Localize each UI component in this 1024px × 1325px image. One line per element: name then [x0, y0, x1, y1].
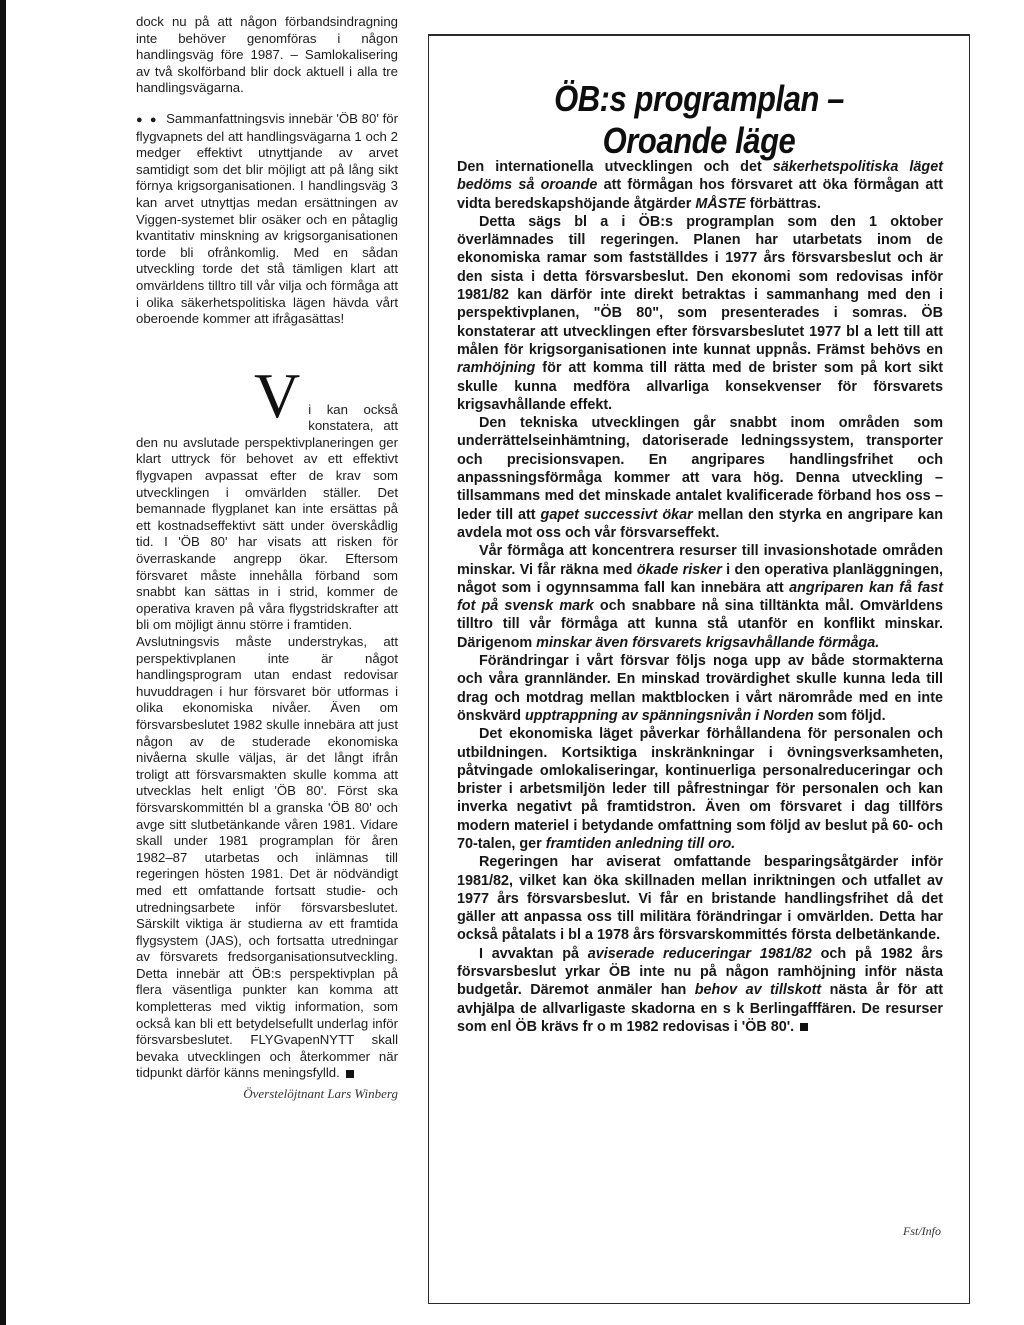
sidebar-box — [428, 34, 970, 1304]
box-paragraph: Detta sägs bl a i ÖB:s programplan som den 1 oktober överlämnades till regeringen. Planen har utarbetats inom de ekonomiska ramar som fastställdes i 1977 års försvarsbeslut och är den sista i detta försvarsbeslut. Den ekonomi som redovisas inför 1981/82 kan därför inte direkt betraktas i sammanhang med den i perspektivplanen, "ÖB 80", som presenterades i somras. ÖB konstaterar att utvecklingen efter försvarsbeslutet 1977 bl a lett till att målen för krigsorganisationen inte kunnat uppnås. Främst behövs en ramhöjning för att komma till rätta med de brister som på kort sikt skulle kunna medföra allvarliga konsekvenser för försvarets krigsavhållande effekt. — [457, 213, 943, 413]
box-paragraph: Förändringar i vårt försvar följs noga upp av både stormakterna och våra grannländer. En minskad trovärdighet skulle kunna leda till drag och motdrag mellan maktblocken i vårt närområde med en inte önskvärd upptrappning av spänningsnivån i Norden som följd. — [457, 653, 943, 724]
author-signature: Överstelöjtnant Lars Winberg — [243, 1086, 398, 1102]
box-paragraph: Regeringen har aviserat omfattande besparingsåtgärder inför 1981/82, vilket kan öka skillnaden mellan inriktningen och utfallet av 1977 års försvarsbeslut. Vi får en bristande handlingsfrihet då det gäller att anpassa oss till militära förändringar i omvärlden. Detta har också påtalats i bl a 1978 års försvarskommittés första delbetänkande. — [457, 854, 943, 944]
summary-paragraph — [136, 111, 398, 328]
box-paragraph: I avvaktan på aviserade reduceringar 1981/82 och på 1982 års försvarsbeslut yrkar ÖB inte nu på någon ramhöjning inför nästa budgetår. Däremot anmäler han behov av tillskott nästa år för att avhjälpa de allvarligaste skadorna en s k Berlingafffären. De resurser som enl ÖB krävs fr o m 1982 redovisas i 'ÖB 80'. — [457, 945, 943, 1035]
box-paragraph: Den internationella utvecklingen och det säkerhetspolitiska läget bedöms så oroande att förmågan hos försvaret att öka förmågan att vidta beredskapshöjande åtgärder MÅSTE förbättras. — [457, 159, 943, 212]
bullet-icons: ● ● — [136, 113, 159, 126]
box-paragraph: Det ekonomiska läget påverkar förhållandena för personalen och utbildningen. Kortsiktiga inskränkningar i övningsverksamheten, påtvingade omlokaliseringar, kontinuerliga personalreduceringar och brister i arbetsmiljön leder till påfrestningar för personalen och kan inverka negativt på framtidstron. Även om försvaret i dag tillförs modern materiel i betydande omfattning som följd av beslut på 60- och 70-talen, ger framtiden anledning till oro. — [457, 726, 943, 852]
box-paragraph: Den tekniska utvecklingen går snabbt inom områden som underrättelseinhämtning, datoriserade ledningssystem, transporter och precisionsvapen. En angripares handlingsfrihet och anpassningsförmåga kommer att vara hög. Denna utveckling – tillsammans med det minskade antalet kvalificerade förband hos oss – leder till att gapet successivt ökar mellan den styrka en angripare kan avdela mot oss och vår försvarseffekt. — [457, 415, 943, 541]
end-mark-icon — [346, 1070, 354, 1078]
dropcap-paragraph — [136, 359, 398, 634]
end-mark-icon — [800, 1023, 808, 1031]
intro-paragraph: dock nu på att någon förbandsindragning inte behöver genomföras i någon handlingsväg före 1987. – Samlokalisering av två skolförband blir dock aktuell i alla tre handlingsvägarna. — [136, 14, 398, 96]
box-paragraph: Vår förmåga att koncentrera resurser till invasionshotade områden minskar. Vi får räkna med ökade risker i den operativa planläggningen, något som i ogynnsamma fall kan innebära att angriparen kan få fast fot på svensk mark och snabbare nå sina tilltänkta mål. Omvärldens tilltro till vår förmåga att kunna stå utanför en konflikt minskar. Därigenom minskar även försvarets krigsavhållande förmåga. — [457, 543, 944, 651]
dropcap-text: i kan också konstatera, att den nu avslutade perspektivplaneringen ger klart uttryck för behovet av ett effektivt flygvapen avpassat efter de krav som utvecklingen i omvärlden ställer. Det bemannade flygplanet kan inte ersättas på ett kostnadseffektivt sätt under överskådlig tid. I 'ÖB 80' har visats att risken för överraskande angrepp ökar. Eftersom försvaret måste innehålla förband som snabbt kan sättas in i strid, kommer de operativa kraven på våra flygstridskrafter att bli om möjligt ännu större i framtiden. — [136, 401, 398, 633]
box-body — [457, 158, 943, 1036]
summary-text: Sammanfattningsvis innebär 'ÖB 80' för flygvapnets del att handlingsvägarna 1 och 2 medger effektivt utnyttjande av arvet samtidigt som det blir möjligt att på lång sikt förnya krigsorganisationen. I handlingsväg 3 kan arvet utnyttjas medan ersättningen av Viggen-systemet blir osäker och en påtaglig kvantitativ minskning av krigsorganisationen torde bli ofrånkomlig. Med en sådan utveckling torde det stå tämligen klart att omvärldens tilltro till vår vilja och förmåga att i olika säkerhetspolitiska lägen hävda vårt oberoende kommer att ifrågasättas! — [136, 110, 398, 327]
conclusion-text: Avslutningsvis måste understrykas, att perspektivplanen inte är något handlingsprogram utan endast redovisar huvuddragen i hur försvaret bör utformas i olika ekonomiska nivåer. Även om försvarsbeslutet 1982 skulle innebära att just någon av de studerade ekonomiska nivåerna skulle väljas, är det långt ifrån troligt att försvarsmakten skulle komma att utvecklas helt enligt 'ÖB 80'. Först ska försvarskommittén bl a granska 'ÖB 80' och avge sitt slutbetänkande våren 1981. Vidare skall under 1981 programplan för åren 1982–87 utarbetas och inlämnas till regeringen hösten 1981. Det är nödvändigt med ett omfattande fortsatt studie- och utredningsarbete inför försvarsbeslutet. Särskilt viktiga är studierna av ett framtida flygsystem (JAS), och fortsatta utredningar av försvarets fredsorganisationsutveckling. Detta innebär att ÖB:s perspektivplan på flera väsentliga punkter kan komma att kompletteras med viktig information, som också kan bli ett betydelsefullt underlag inför försvarsbeslutet. FLYGvapenNYTT skall bevaka utvecklingen och återkommer när tidpunkt därför känns meningsfylld. — [136, 634, 398, 1081]
scan-edge — [0, 0, 6, 1325]
conclusion-paragraph — [136, 634, 398, 1082]
dropcap-letter: V — [254, 359, 301, 431]
box-title: ÖB:s programplan – Oroande läge — [554, 78, 844, 161]
left-column — [136, 14, 398, 1103]
box-credit: Fst/Info — [903, 1224, 941, 1238]
